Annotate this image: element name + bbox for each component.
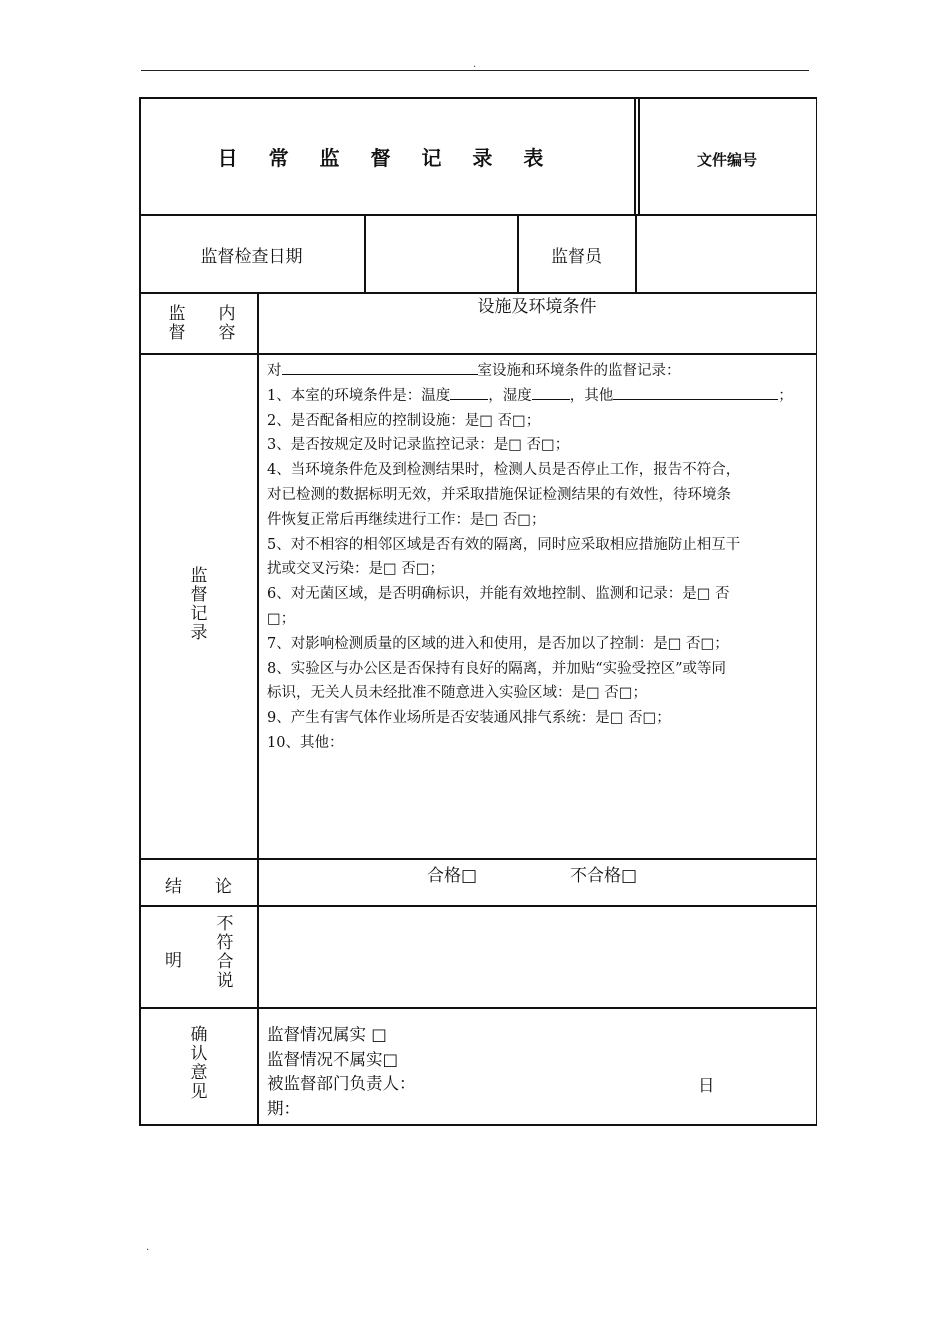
record-item-2: 2、是否配备相应的控制设施：是□ 否□； — [267, 412, 541, 429]
other-blank[interactable] — [613, 384, 778, 400]
inspection-date-label: 监督检查日期 — [200, 246, 303, 267]
supervisor-label: 监督员 — [551, 246, 602, 267]
record-label: 监督记录 — [190, 566, 208, 643]
nonconformity-label-a: 明 — [165, 951, 182, 971]
row-divider — [139, 292, 817, 294]
fail-checkbox[interactable]: 不合格□ — [570, 866, 638, 886]
date-label: 期： — [267, 1098, 300, 1118]
record-item-10: 10、其他： — [267, 734, 344, 751]
supervisor-field[interactable] — [636, 216, 815, 292]
room-blank[interactable] — [282, 359, 478, 375]
record-item-8-line1: 8、实验区与办公区是否保持有良好的隔离，并加贴“实验受控区”或等同 — [267, 660, 727, 677]
conclusion-label-a: 结 — [165, 877, 182, 897]
title-divider — [634, 97, 636, 214]
row-divider — [139, 1007, 817, 1009]
content-label-col1: 监 督 — [168, 304, 186, 343]
row-divider — [139, 858, 817, 860]
page-dot-bottom: . — [146, 1242, 150, 1253]
record-item-4-line3: 件恢复正常后再继续进行工作：是□ 否□； — [267, 511, 546, 528]
confirm-true-checkbox[interactable]: 监督情况属实 □ — [267, 1025, 387, 1044]
record-item-6-line2: □； — [267, 610, 296, 627]
conclusion-label-b: 论 — [215, 877, 232, 897]
record-item-4-line1: 4、当环境条件危及到检测结果时，检测人员是否停止工作，报告不符合， — [267, 462, 741, 479]
nonconformity-field[interactable] — [259, 907, 815, 1007]
temperature-blank[interactable] — [450, 384, 488, 400]
content-value: 设施及环境条件 — [477, 297, 597, 317]
form-title: 日 常 监 督 记 录 表 — [217, 146, 556, 170]
record-line1-start: 对 — [267, 363, 282, 379]
env-line-end: ； — [778, 387, 793, 404]
doc-number-label: 文件编号 — [696, 150, 757, 169]
date-char: 日 — [698, 1076, 715, 1095]
record-item-9: 9、产生有害气体作业场所是否安装通风排气系统：是□ 否□； — [267, 710, 671, 727]
nonconformity-label-b: 不符合说 — [216, 914, 234, 991]
table-border-bottom — [139, 1124, 817, 1126]
confirmation-text — [267, 1023, 416, 1121]
record-item-6-line1: 6、对无菌区域，是否明确标识，并能有效地控制、监测和记录：是□ 否 — [267, 586, 730, 603]
content-label-col2: 内 容 — [218, 304, 236, 343]
header-rule — [141, 70, 809, 71]
record-item-5-line2: 扰或交叉污染：是□ 否□； — [267, 561, 445, 578]
humidity-blank[interactable] — [532, 384, 570, 400]
page-dot-top: . — [473, 59, 477, 70]
confirm-false-checkbox[interactable]: 监督情况不属实□ — [267, 1049, 399, 1069]
env-humidity-label: ，湿度 — [488, 387, 532, 404]
inspection-date-field[interactable] — [365, 216, 517, 292]
department-head-label: 被监督部门负责人： — [267, 1074, 416, 1093]
record-line1-end: 室设施和环境条件的监督记录： — [477, 363, 681, 379]
record-item-5-line1: 5、对不相容的相邻区域是否有效的隔离，同时应采取相应措施防止相互干 — [267, 536, 741, 553]
record-text — [267, 359, 819, 756]
record-item-4-line2: 对已检测的数据标明无效，并采取措施保证检测结果的有效性，待环境条 — [267, 486, 731, 503]
supervision-record-form — [139, 97, 817, 1126]
env-other-label: ，其他 — [569, 387, 614, 404]
record-item-7: 7、对影响检测质量的区域的进入和使用，是否加以了控制：是□ 否□； — [267, 635, 729, 652]
record-item-8-line2: 标识，无关人员未经批准不随意进入实验区域：是□ 否□； — [267, 685, 648, 702]
confirmation-label: 确认意见 — [190, 1025, 208, 1102]
env-temp-label: 1、本室的环境条件是：温度 — [267, 387, 451, 404]
record-item-3: 3、是否按规定及时记录监控记录：是□ 否□； — [267, 437, 570, 454]
pass-checkbox[interactable]: 合格□ — [427, 866, 478, 886]
row-divider — [139, 353, 817, 355]
